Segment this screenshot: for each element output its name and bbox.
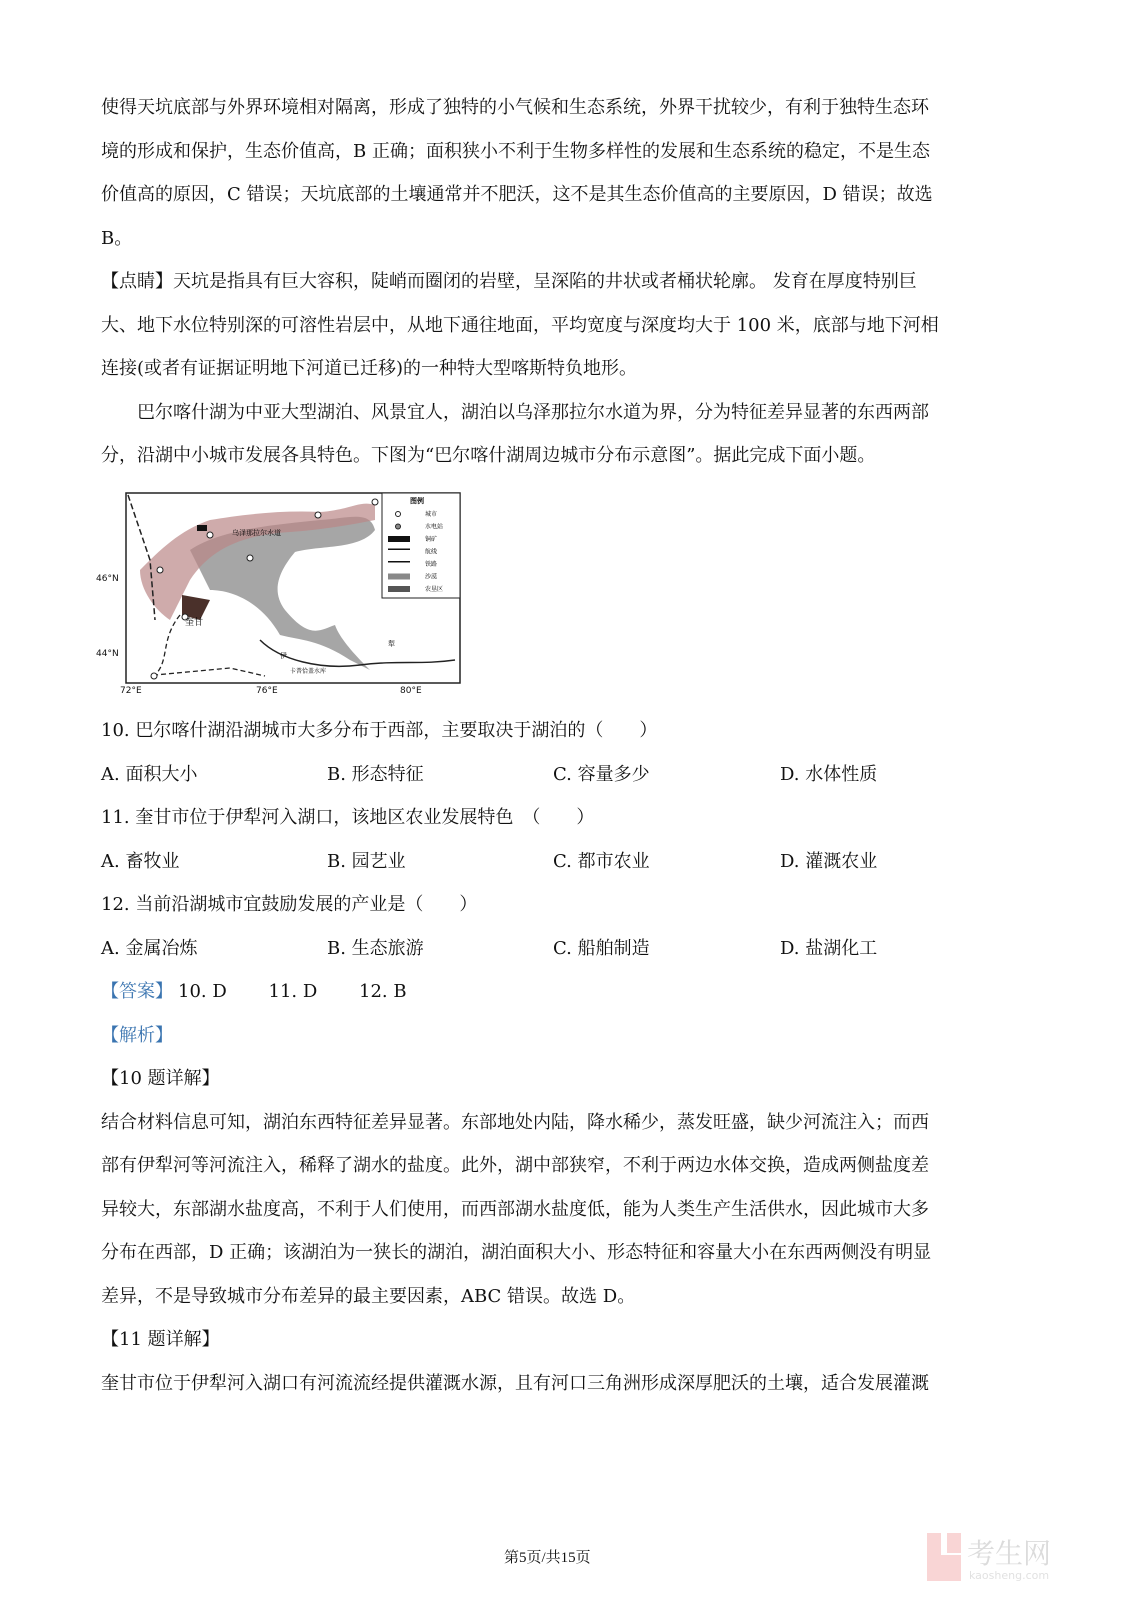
legend-item-label: 沙漠	[425, 573, 438, 581]
detail-10-label: 【10 题详解】	[101, 1068, 220, 1089]
kaosheng-watermark-logo	[925, 1525, 1100, 1585]
legend-item-label: 航线	[425, 548, 438, 556]
legend-symbol	[396, 524, 401, 529]
legend-item-label: 水电站	[425, 523, 444, 531]
answer-option: A. 畜牧业	[101, 850, 180, 872]
legend-symbol	[396, 512, 401, 517]
legend-symbol	[388, 586, 410, 592]
svg-text:kaosheng.com: kaosheng.com	[969, 1569, 1050, 1582]
answer-option: D. 灌溉农业	[780, 850, 878, 872]
analysis-label: 【解析】	[101, 1024, 173, 1046]
answer-option: B. 园艺业	[327, 850, 406, 872]
legend-title: 图例	[410, 496, 424, 505]
legend-item-label: 城市	[425, 511, 438, 518]
detail-11-line: 奎甘市位于伊犁河入湖口有河流流经提供灌溉水源，且有河口三角洲形成深厚肥沃的土壤，适合发展灌溉	[101, 1372, 929, 1394]
tip-paragraph-line: 【点睛】天坑是指具有巨大容积，陡峭而圈闭的岩壁，呈深陷的井状或者桶状轮廓。 发育在厚度特别巨	[101, 271, 917, 292]
map-lat-label: 44°N	[96, 649, 119, 659]
balkhash-map-figure	[96, 490, 462, 696]
answer-option: A. 金属冶炼	[101, 937, 198, 959]
legend-symbol	[388, 536, 410, 542]
question-stem: 12. 当前沿湖城市宜鼓励发展的产业是（ ）	[101, 894, 478, 915]
detail-10-line: 异较大，东部湖水盐度高，不利于人们使用，而西部湖水盐度低，能为人类生产生活供水，因此城市大多	[101, 1198, 929, 1220]
map-lat-label: 46°N	[96, 574, 119, 584]
map-label-river: 犁	[388, 640, 395, 648]
answer-option: C. 船舶制造	[553, 937, 650, 959]
detail-10-line: 差异，不是导致城市分布差异的最主要因素，ABC 错误。故选 D。	[101, 1285, 636, 1307]
answer-option: C. 都市农业	[553, 850, 650, 872]
legend-item-label: 农垦区	[425, 586, 444, 593]
answer-option: A. 面积大小	[101, 763, 198, 785]
answer-option: B. 生态旅游	[327, 937, 424, 959]
detail-10-line: 结合材料信息可知，湖泊东西特征差异显著。东部地处内陆，降水稀少，蒸发旺盛，缺少河流注入；而西	[101, 1111, 929, 1133]
map-lon-label: 72°E	[120, 686, 142, 696]
question-stem: 11. 奎甘市位于伊犁河入湖口，该地区农业发展特色 （ ）	[101, 807, 595, 828]
map-label-reservoir: 卡普恰盖水库	[290, 668, 327, 675]
map-label-channel: 乌泽那拉尔水道	[232, 529, 281, 537]
page-footer: 第5页/共15页	[504, 1550, 591, 1566]
paragraph-line: 使得天坑底部与外界环境相对隔离，形成了独特的小气候和生态系统，外界干扰较少，有利于独特生态环	[101, 97, 929, 118]
detail-11-label: 【11 题详解】	[101, 1329, 220, 1350]
question-stem: 10. 巴尔喀什湖沿湖城市大多分布于西部，主要取决于湖泊的（ ）	[101, 720, 658, 741]
map-label-river: 伊	[280, 652, 287, 660]
answer-option: D. 盐湖化工	[780, 937, 878, 959]
detail-10-line: 分布在西部，D 正确；该湖泊为一狭长的湖泊，湖泊面积大小、形态特征和容量大小在东西两侧没有明显	[101, 1242, 932, 1263]
legend-item-label: 铜矿	[425, 536, 438, 543]
legend-symbol	[388, 561, 410, 563]
intro-paragraph-line: 巴尔喀什湖为中亚大型湖泊、风景宜人，湖泊以乌泽那拉尔水道为界，分为特征差异显著的东西两部	[101, 401, 929, 423]
answer-option: D. 水体性质	[780, 763, 878, 785]
answer-label: 【答案】	[101, 981, 173, 1002]
legend-symbol	[388, 549, 410, 551]
tip-paragraph-line: 大、地下水位特别深的可溶性岩层中，从地下通往地面，平均宽度与深度均大于 100 米，底部与地下河相	[101, 314, 939, 336]
svg-text:考生网: 考生网	[967, 1537, 1052, 1570]
answer-option: C. 容量多少	[553, 763, 650, 785]
intro-paragraph-line: 分，沿湖中小城市发展各具特色。下图为“巴尔喀什湖周边城市分布示意图”。据此完成下面小题。	[101, 445, 876, 466]
map-label-city: 奎甘	[185, 618, 204, 628]
legend-item-label: 铁路	[425, 561, 438, 568]
paragraph-line: B。	[101, 227, 133, 249]
map-lon-label: 76°E	[256, 686, 278, 696]
answers-text: 10. D 11. D 12. B	[178, 981, 407, 1002]
paragraph-line: 价值高的原因，C 错误；天坑底部的土壤通常并不肥沃，这不是其生态价值高的主要原因，D 错误；故选	[101, 184, 933, 205]
map-legend	[382, 493, 460, 598]
legend-symbol	[388, 574, 410, 580]
answer-option: B. 形态特征	[327, 763, 424, 785]
paragraph-line: 境的形成和保护，生态价值高，B 正确；面积狭小不利于生物多样性的发展和生态系统的稳定，不是生态	[101, 140, 930, 162]
detail-10-line: 部有伊犁河等河流注入，稀释了湖水的盐度。此外，湖中部狭窄，不利于两边水体交换，造成两侧盐度差	[101, 1155, 929, 1176]
map-lon-label: 80°E	[400, 686, 422, 696]
tip-paragraph-line: 连接(或者有证据证明地下河道已迁移)的一种特大型喀斯特负地形。	[101, 358, 638, 379]
